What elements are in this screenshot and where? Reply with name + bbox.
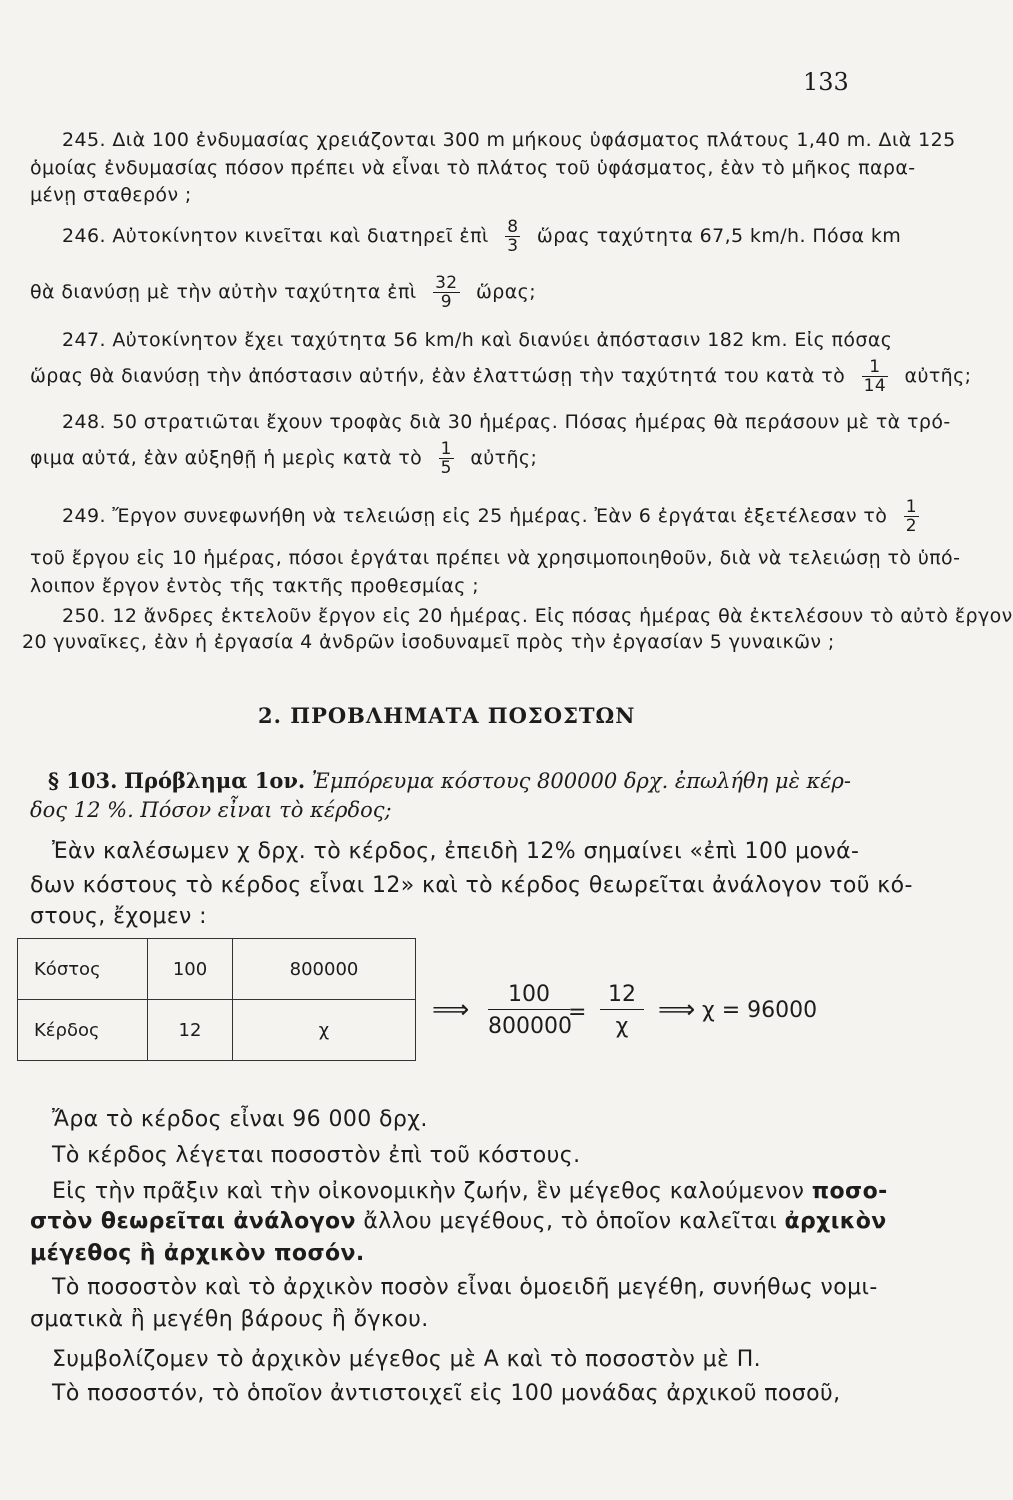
section-number: § 103. xyxy=(48,768,118,793)
problem-246-line-1 xyxy=(62,218,901,255)
text: θὰ διανύσῃ μὲ τὴν αὐτὴν ταχύτητα ἐπὶ xyxy=(30,281,417,303)
fraction-8-3 xyxy=(505,218,520,255)
after-line-6: Τὸ ποσοστὸν καὶ τὸ ἀρχικὸν ποσὸν εἶναι ὁμοειδῆ μεγέθη, συνήθως νομι- xyxy=(52,1275,878,1300)
after-line-4 xyxy=(30,1208,887,1236)
bold-term: ἀρχικὸν xyxy=(784,1209,887,1234)
fraction-1-2 xyxy=(904,498,919,535)
after-line-9: Τὸ ποσοστόν, τὸ ὁποῖον ἀντιστοιχεῖ εἰς 100 μονάδας ἀρχικοῦ ποσοῦ, xyxy=(52,1381,841,1406)
fraction-1-14 xyxy=(862,358,888,395)
section-heading: 2. ΠΡΟΒΛΗΜΑΤΑ ΠΟΣΟΣΤΩΝ xyxy=(258,703,636,728)
after-line-8: Συμβολίζομεν τὸ ἀρχικὸν μέγεθος μὲ Α καὶ τὸ ποσοστὸν μὲ Π. xyxy=(52,1347,762,1372)
table-cell: Κέρδος xyxy=(18,1000,148,1061)
after-line-5 xyxy=(30,1240,365,1268)
after-line-3 xyxy=(52,1178,888,1206)
section-103-title xyxy=(48,768,851,793)
bold-term: ποσο- xyxy=(811,1179,888,1204)
text: ἄλλου μεγέθους, τὸ ὁποῖον καλεῖται xyxy=(363,1209,778,1234)
text: αὐτῆς; xyxy=(904,365,972,387)
fraction-32-9 xyxy=(433,274,459,311)
text: φιμα αὐτά, ἐὰν αὐξηθῇ ἡ μερὶς κατὰ τὸ xyxy=(30,447,423,469)
body-line-2: δων κόστους τὸ κέρδος εἶναι 12» καὶ τὸ κέρδος θεωρεῖται ἀνάλογον τοῦ κό- xyxy=(30,873,913,898)
text: ὥρας ταχύτητα 67,5 km/h. Πόσα km xyxy=(536,225,902,247)
implies-arrow-icon: ⟹ xyxy=(658,995,696,1025)
denominator: 2 xyxy=(905,516,917,536)
numerator: 12 xyxy=(600,982,644,1010)
numerator: 1 xyxy=(862,358,888,377)
problem-title-a: Ἐμπόρευμα κόστους 800000 δρχ. ἐπωλήθη μὲ κέρ- xyxy=(311,769,851,793)
problem-249-line-1 xyxy=(62,498,929,535)
problem-249-line-3: λοιπον ἔργον ἐντὸς τῆς τακτῆς προθεσμίας ; xyxy=(30,575,480,597)
numerator: 100 xyxy=(488,982,570,1010)
problem-247-line-1: 247. Αὐτοκίνητον ἔχει ταχύτητα 56 km/h καὶ διανύει ἀπόστασιν 182 km. Εἰς πόσας xyxy=(62,329,893,351)
table-cell: Κόστος xyxy=(18,939,148,1000)
numerator: 1 xyxy=(905,497,917,517)
numerator: 1 xyxy=(440,439,452,459)
table-row xyxy=(18,939,416,1000)
text: 249. Ἔργον συνεφωνήθη νὰ τελειώσῃ εἰς 25 ἡμέρας. Ἐὰν 6 ἐργάται ἐξετέλεσαν τὸ xyxy=(62,505,888,527)
problem-245-line-2: ὁμοίας ἐνδυμασίας πόσον πρέπει νὰ εἶναι τὸ πλάτος τοῦ ὑφάσματος, ἐὰν τὸ μῆκος παρα- xyxy=(30,157,916,179)
problem-title-b: δος 12 %. Πόσον εἶναι τὸ κέρδος; xyxy=(30,798,392,822)
equation-result: χ = 96000 xyxy=(702,998,818,1023)
equation-fraction-2 xyxy=(600,982,644,1039)
equals-sign: = xyxy=(568,1000,587,1025)
problem-250-line-1: 250. 12 ἄνδρες ἐκτελοῦν ἔργον εἰς 20 ἡμέρας. Εἰς πόσας ἡμέρας θὰ ἐκτελέσουν τὸ αὐτὸ ἔργον xyxy=(62,605,1013,627)
text: ὥρας; xyxy=(475,281,537,303)
problem-248-line-2 xyxy=(30,440,537,477)
after-line-7: σματικὰ ἢ μεγέθη βάρους ἢ ὄγκου. xyxy=(30,1307,429,1332)
problem-249-line-2: τοῦ ἔργου εἰς 10 ἡμέρας, πόσοι ἐργάται πρέπει νὰ χρησιμοποιηθοῦν, διὰ νὰ τελειώσῃ τὸ ὑπό- xyxy=(30,547,961,569)
denominator: 14 xyxy=(863,376,887,396)
body-line-1: Ἐὰν καλέσωμεν χ δρχ. τὸ κέρδος, ἐπειδὴ 12% σημαίνει «ἐπὶ 100 μονά- xyxy=(52,839,860,864)
problem-246-line-2 xyxy=(30,274,536,311)
table-cell: 12 xyxy=(148,1000,233,1061)
equation-fraction-1 xyxy=(488,982,570,1039)
problem-250-line-2: 20 γυναῖκες, ἐὰν ἡ ἐργασία 4 ἀνδρῶν ἰσοδυναμεῖ πρὸς τὴν ἐργασίαν 5 γυναικῶν ; xyxy=(22,631,835,653)
fraction-1-5 xyxy=(439,440,454,477)
after-line-1: Ἄρα τὸ κέρδος εἶναι 96 000 δρχ. xyxy=(52,1107,428,1132)
denominator: 5 xyxy=(440,458,452,478)
text: αὐτῆς; xyxy=(470,447,538,469)
implies-arrow-icon: ⟹ xyxy=(432,995,470,1025)
table-cell: 100 xyxy=(148,939,233,1000)
denominator: 800000 xyxy=(488,1014,572,1039)
denominator: 3 xyxy=(507,236,519,256)
problem-247-line-2 xyxy=(30,358,971,395)
problem-label: Πρόβλημα 1ον. xyxy=(124,768,306,793)
bold-term: μέγεθος ἢ ἀρχικὸν ποσόν. xyxy=(30,1241,365,1266)
body-line-3: στους, ἔχομεν : xyxy=(30,904,207,929)
problem-245-line-1: 245. Διὰ 100 ἐνδυμασίας χρειάζονται 300 m μήκους ὑφάσματος πλάτους 1,40 m. Διὰ 125 xyxy=(62,129,956,151)
table-cell: χ xyxy=(233,1000,416,1061)
numerator: 8 xyxy=(507,217,519,237)
after-line-2: Τὸ κέρδος λέγεται ποσοστὸν ἐπὶ τοῦ κόστους. xyxy=(52,1143,581,1168)
proportion-table xyxy=(17,938,416,1061)
denominator: χ xyxy=(615,1014,629,1039)
problem-248-line-1: 248. 50 στρατιῶται ἔχουν τροφὰς διὰ 30 ἡμέρας. Πόσας ἡμέρας θὰ περάσουν μὲ τὰ τρό- xyxy=(62,411,951,433)
denominator: 9 xyxy=(440,292,452,312)
bold-term: στὸν θεωρεῖται ἀνάλογον xyxy=(30,1209,356,1234)
text: Εἰς τὴν πρᾶξιν καὶ τὴν οἰκονομικὴν ζωήν, ἓν μέγεθος καλούμενον xyxy=(52,1179,805,1204)
problem-245-line-3: μένῃ σταθερόν ; xyxy=(30,184,192,206)
page-number: 133 xyxy=(803,68,849,96)
text: 246. Αὐτοκίνητον κινεῖται καὶ διατηρεῖ ἐπὶ xyxy=(62,225,489,247)
text: ὥρας θὰ διανύσῃ τὴν ἀπόστασιν αὐτήν, ἐὰν ἐλαττώσῃ τὴν ταχύτητά του κατὰ τὸ xyxy=(30,365,846,387)
table-row xyxy=(18,1000,416,1061)
numerator: 32 xyxy=(435,273,458,293)
table-cell: 800000 xyxy=(233,939,416,1000)
